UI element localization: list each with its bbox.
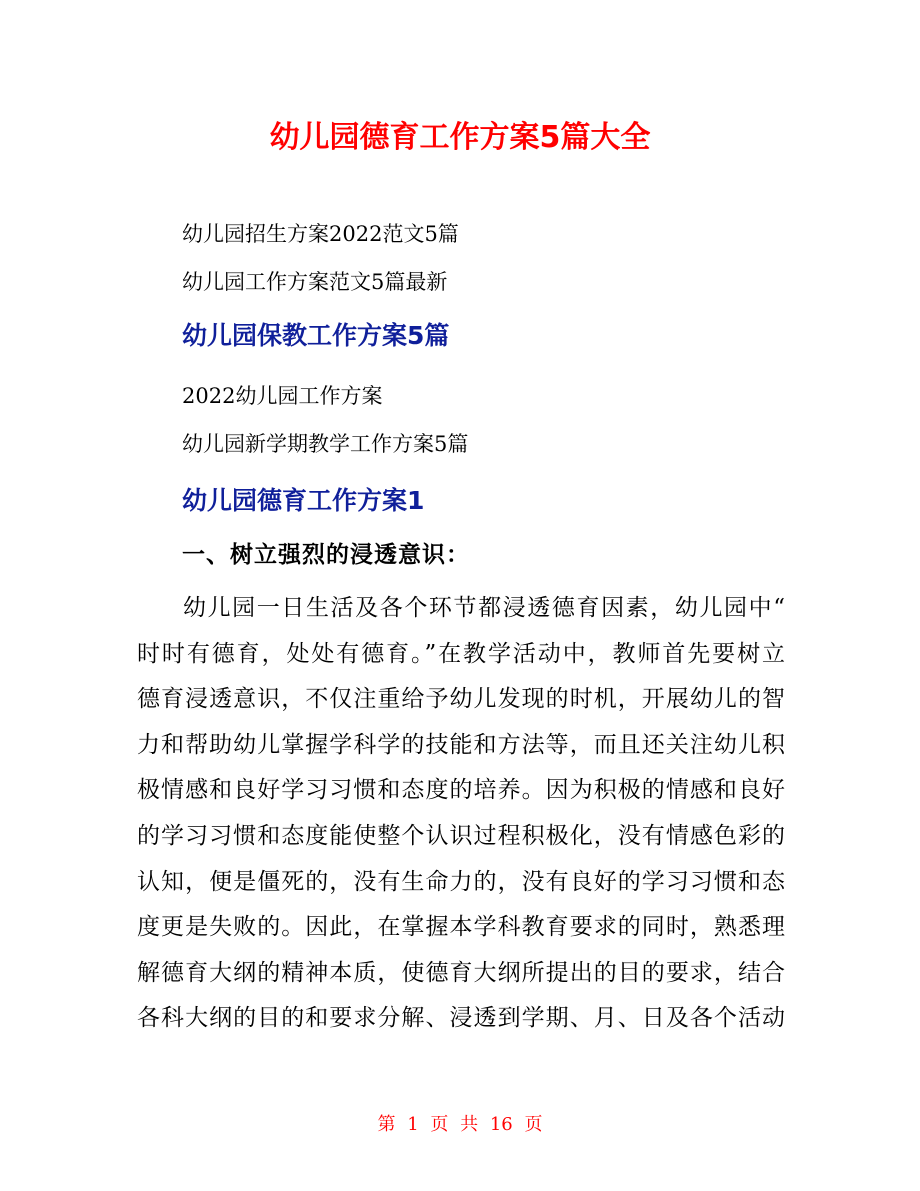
paragraph-line: 德育浸透意识，不仅注重给予幼儿发现的时机，开展幼儿的智 [137,686,785,713]
sub-heading: 一、树立强烈的浸透意识： [182,541,470,568]
paragraph-line: 力和帮助幼儿掌握学科学的技能和方法等，而且还关注幼儿积 [137,731,785,758]
paragraph-line: 极情感和良好学习习惯和态度的培养。因为积极的情感和良好 [137,777,785,804]
related-link-2[interactable]: 幼儿园工作方案范文5篇最新 [182,270,448,294]
section-heading-1: 幼儿园保教工作方案5篇 [182,321,450,350]
paragraph-line: 的学习习惯和态度能使整个认识过程积极化，没有情感色彩的 [137,822,785,849]
document-title: 幼儿园德育工作方案5篇大全 [269,120,651,155]
body-paragraph [137,586,785,1042]
paragraph-line: 各科大纲的目的和要求分解、浸透到学期、月、日及各个活动 [137,1005,785,1032]
paragraph-line: 幼儿园一日生活及各个环节都浸透德育因素，幼儿园中“ [183,595,785,621]
paragraph-line: 认知，便是僵死的，没有生命力的，没有良好的学习习惯和态 [137,868,785,895]
page-number-footer: 第 1 页 共 16 页 [377,1114,543,1135]
section-heading-2: 幼儿园德育工作方案1 [182,486,425,515]
related-link-3[interactable]: 2022幼儿园工作方案 [182,384,383,408]
paragraph-line: 度更是失败的。因此，在掌握本学科教育要求的同时，熟悉理 [137,914,785,941]
paragraph-line: 时时有德育，处处有德育。”在教学活动中，教师首先要树立 [137,640,785,667]
related-link-4[interactable]: 幼儿园新学期教学工作方案5篇 [182,432,469,456]
paragraph-line: 解德育大纲的精神本质，使德育大纲所提出的目的要求，结合 [137,959,785,986]
related-link-1[interactable]: 幼儿园招生方案2022范文5篇 [182,222,459,246]
